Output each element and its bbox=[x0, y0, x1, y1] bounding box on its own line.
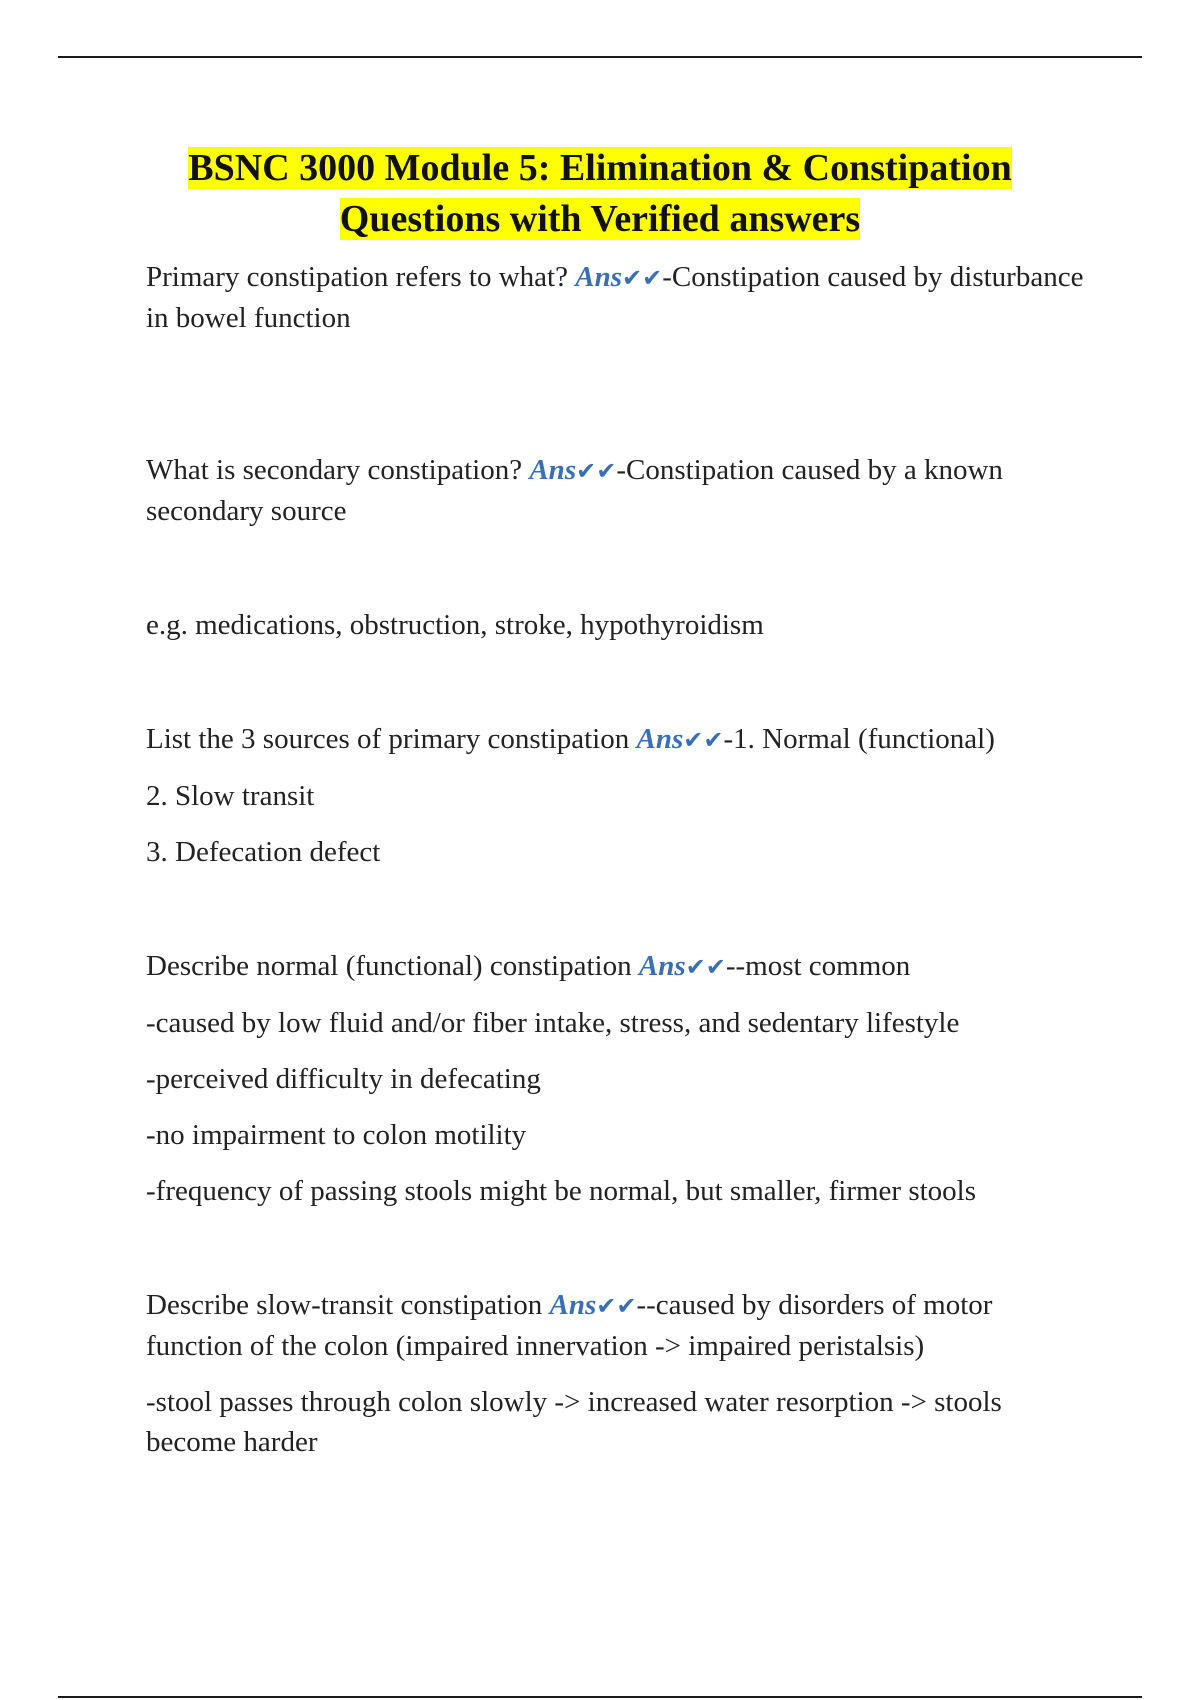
ans-label: Ans✔✔ bbox=[638, 950, 726, 982]
question-text: Primary constipation refers to what? bbox=[146, 261, 576, 293]
answer-line: -frequency of passing stools might be normal, but smaller, firmer stools bbox=[146, 1175, 977, 1207]
title-line-1: BSNC 3000 Module 5: Elimination & Constipation bbox=[188, 147, 1012, 189]
ans-label: Ans✔✔ bbox=[549, 1289, 637, 1321]
page-title bbox=[100, 143, 1100, 245]
ans-label: Ans✔✔ bbox=[575, 261, 663, 293]
check-icon: ✔✔ bbox=[683, 726, 724, 754]
answer-text: --most common bbox=[725, 950, 911, 982]
answer-line: 3. Defecation defect bbox=[146, 836, 381, 868]
qa-item-normal bbox=[146, 946, 1096, 987]
secondary-examples: e.g. medications, obstruction, stroke, hypothyroidism bbox=[146, 609, 764, 641]
ans-label: Ans✔✔ bbox=[636, 723, 724, 755]
qa-content bbox=[146, 257, 1096, 1462]
qa-item-slow-transit bbox=[146, 1285, 1096, 1366]
answer-line: -perceived difficulty in defecating bbox=[146, 1063, 541, 1095]
title-line-2: Questions with Verified answers bbox=[339, 198, 861, 240]
answer-line: -no impairment to colon motility bbox=[146, 1119, 527, 1151]
top-divider bbox=[58, 56, 1142, 58]
question-text: List the 3 sources of primary constipation bbox=[146, 723, 637, 755]
ans-label: Ans✔✔ bbox=[529, 454, 617, 486]
check-icon: ✔✔ bbox=[596, 1292, 637, 1320]
qa-item-sources bbox=[146, 719, 1096, 760]
answer-line: -stool passes through colon slowly -> increased water resorption -> stools become harder bbox=[146, 1386, 1002, 1458]
answer-line: -caused by low fluid and/or fiber intake, stress, and sedentary lifestyle bbox=[146, 1007, 960, 1039]
question-text: Describe normal (functional) constipation bbox=[146, 950, 639, 982]
check-icon: ✔✔ bbox=[685, 953, 726, 981]
answer-text: -Constipation caused by a known secondary source bbox=[146, 454, 1003, 527]
question-text: What is secondary constipation? bbox=[146, 454, 530, 486]
check-icon: ✔✔ bbox=[576, 457, 617, 485]
qa-item-secondary bbox=[146, 450, 1096, 531]
qa-item-primary bbox=[146, 257, 1096, 338]
answer-text: -1. Normal (functional) bbox=[723, 723, 995, 755]
answer-line: 2. Slow transit bbox=[146, 780, 315, 812]
bottom-divider bbox=[58, 1696, 1142, 1698]
answer-text: --caused by disorders of motor function of the colon (impaired innervation -> impaired peristalsis) bbox=[146, 1289, 993, 1362]
check-icon: ✔✔ bbox=[622, 264, 663, 292]
question-text: Describe slow-transit constipation bbox=[146, 1289, 550, 1321]
answer-text: -Constipation caused by disturbance in bowel function bbox=[146, 261, 1084, 334]
